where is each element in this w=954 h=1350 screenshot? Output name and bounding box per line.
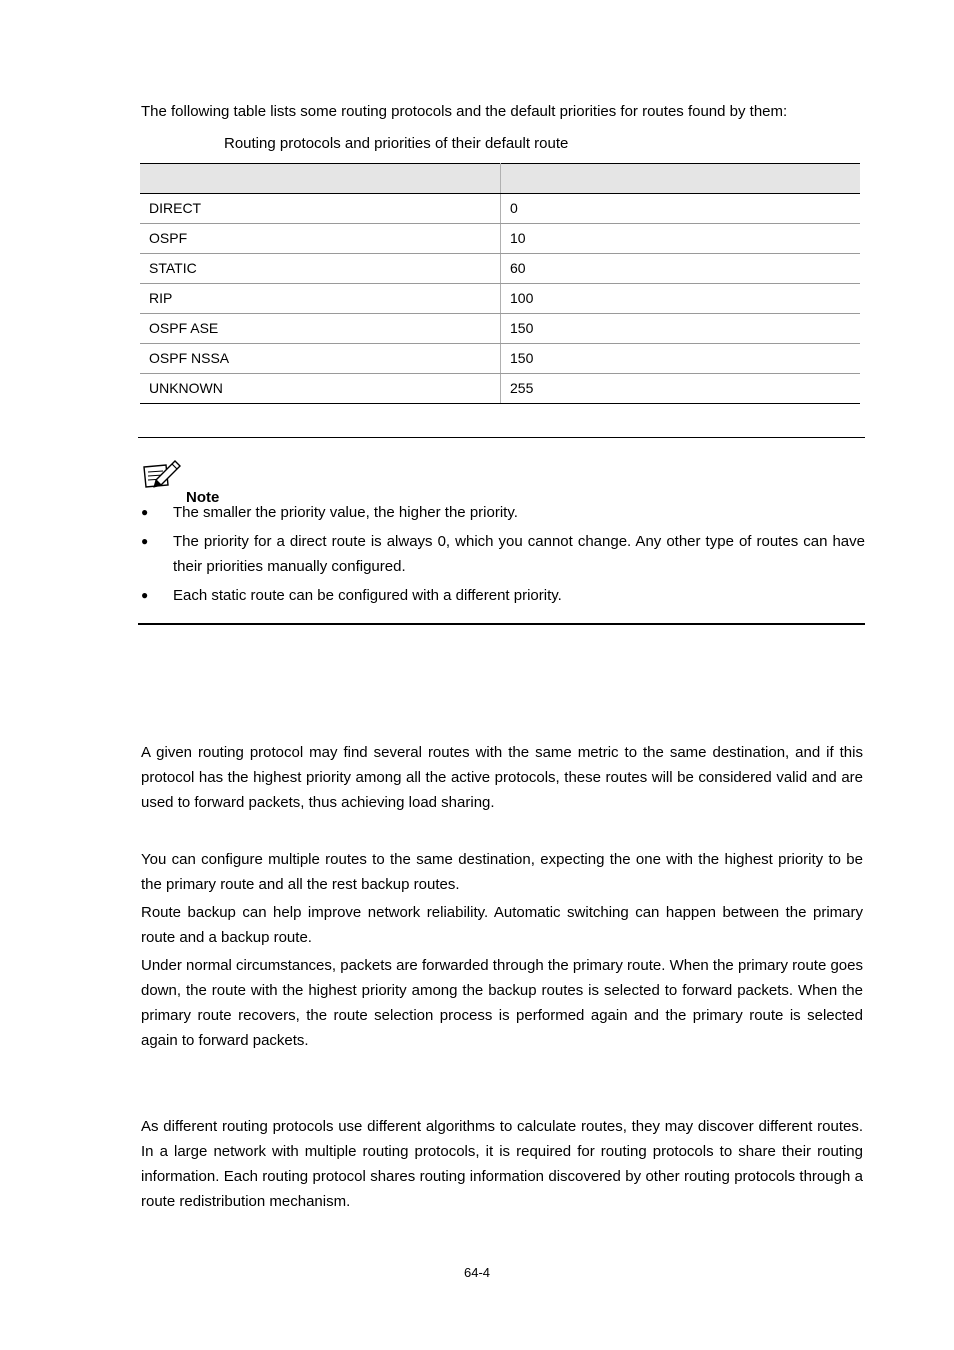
- switching-paragraph: Under normal circumstances, packets are forwarded through the primary route. When the primary route goes down, the route with the highest priority among the backup routes is selected to forward packets. When the primary route recovers, the route selection process is performed again and the primary route is selected again to forward packets.: [141, 957, 863, 1049]
- priority-cell: 255: [501, 374, 861, 404]
- protocol-cell: UNKNOWN: [140, 374, 501, 404]
- note-box: [138, 437, 865, 625]
- protocol-cell: OSPF ASE: [140, 314, 501, 344]
- table-header-priority: [501, 164, 861, 194]
- table-row: [140, 284, 860, 314]
- protocol-cell: RIP: [140, 284, 501, 314]
- table-row: [140, 224, 860, 254]
- note-item-text: The smaller the priority value, the higher the priority.: [173, 504, 518, 521]
- table-row: [140, 314, 860, 344]
- note-label: Note: [186, 489, 220, 506]
- priority-cell: 10: [501, 224, 861, 254]
- priority-cell: 0: [501, 194, 861, 224]
- protocol-cell: OSPF: [140, 224, 501, 254]
- bullet-icon: ●: [141, 588, 149, 602]
- protocol-cell: DIRECT: [140, 194, 501, 224]
- protocol-cell: STATIC: [140, 254, 501, 284]
- load-sharing-paragraph: A given routing protocol may find several routes with the same metric to the same destination, and if this protocol has the highest priority among all the active protocols, these routes will be considered valid and are used to forward packets, thus achieving load sharing.: [141, 744, 863, 811]
- priority-cell: 150: [501, 344, 861, 374]
- redistribution-paragraph: As different routing protocols use different algorithms to calculate routes, they may discover different routes. In a large network with multiple routing protocols, it is required for routing protocols to share their routing information. Each routing protocol shares routing information discovered by other routing protocols through a route redistribution mechanism.: [141, 1118, 863, 1210]
- table-header-row: [140, 164, 860, 194]
- intro-text: The following table lists some routing protocols and the default priorities for routes found by them:: [141, 103, 788, 120]
- list-item: [138, 500, 865, 525]
- bullet-icon: ●: [141, 534, 149, 548]
- priority-table: [140, 163, 860, 404]
- note-item-text: Each static route can be configured with a different priority.: [173, 587, 562, 604]
- table-header-protocol: [140, 164, 501, 194]
- list-item: [138, 583, 865, 608]
- note-item-text: The priority for a direct route is always 0, which you cannot change. Any other type of routes can have their priorities manually configured.: [173, 533, 865, 575]
- route-backup-paragraph: You can configure multiple routes to the same destination, expecting the one with the highest priority to be the primary route and all the rest backup routes.: [141, 851, 863, 893]
- priority-cell: 60: [501, 254, 861, 284]
- bullet-icon: ●: [141, 505, 149, 519]
- table-row: [140, 254, 860, 284]
- list-item: [138, 529, 865, 579]
- note-list: [138, 500, 865, 612]
- page-number: 64-4: [463, 1265, 491, 1280]
- priority-cell: 150: [501, 314, 861, 344]
- note-pencil-icon: [142, 458, 182, 490]
- table-row: [140, 194, 860, 224]
- priority-cell: 100: [501, 284, 861, 314]
- table-row: [140, 374, 860, 404]
- table-row: [140, 344, 860, 374]
- protocol-cell: OSPF NSSA: [140, 344, 501, 374]
- reliability-paragraph: Route backup can help improve network reliability. Automatic switching can happen between the primary route and a backup route.: [141, 904, 863, 946]
- table-caption: Routing protocols and priorities of their default route: [224, 135, 569, 152]
